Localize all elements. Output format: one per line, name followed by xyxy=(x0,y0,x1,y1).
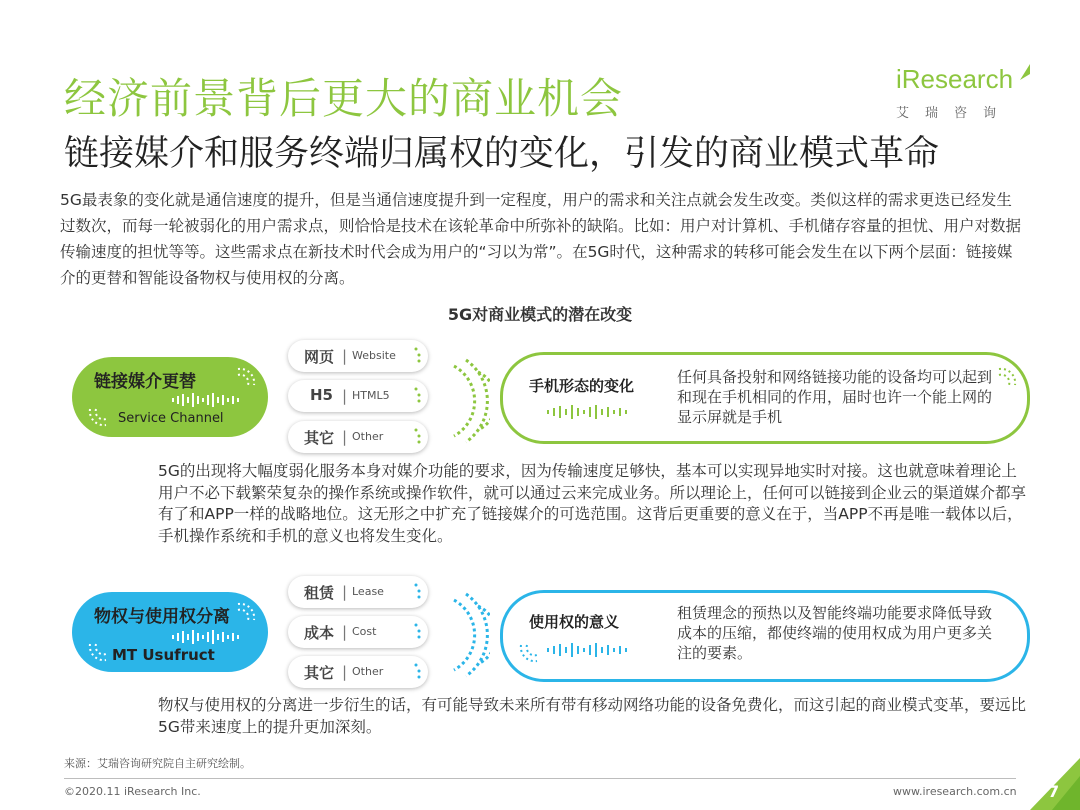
signal-arc-icon xyxy=(993,365,1019,391)
broadcast-arcs-icon xyxy=(446,592,490,678)
signal-arc-icon xyxy=(232,600,258,626)
option-en: Other xyxy=(352,665,384,678)
page-title: 经济前景背后更大的商业机会 xyxy=(64,74,624,123)
footer-divider xyxy=(64,778,1016,779)
option-cost: 成本 | Cost xyxy=(288,616,428,648)
sound-wave-icon xyxy=(172,393,242,407)
option-cn: H5 xyxy=(310,386,333,404)
copyright: ©2020.11 iResearch Inc. xyxy=(64,785,201,798)
option-en: Lease xyxy=(352,585,384,598)
website-link[interactable]: www.iresearch.com.cn xyxy=(893,785,1017,798)
iresearch-logo xyxy=(892,62,1032,121)
option-en: HTML5 xyxy=(352,389,390,402)
section2-paragraph: 物权与使用权的分离进一步衍生的话，有可能导致未来所有带有移动网络功能的设备免费化，而这引起的商业模式变革，要远比5G带来速度上的提升更加深刻。 xyxy=(158,696,1027,736)
source-note: 来源：艾瑞咨询研究院自主研究绘制。 xyxy=(64,757,251,770)
option-cn: 其它 xyxy=(304,429,335,447)
page-number: 7 xyxy=(1048,782,1060,801)
logo-chinese: 艾瑞咨询 xyxy=(896,106,1013,121)
box-text: 租赁理念的预热以及智能终端功能要求降低导致成本的压缩，都使终端的使用权成为用户更多关注的要素。 xyxy=(677,604,993,662)
signal-arc-icon xyxy=(86,638,112,664)
box-text: 任何具备投射和网络链接功能的设备均可以起到和现在手机相同的作用，届时也许一个能上网的显示屏就是手机 xyxy=(677,368,993,426)
option-other: 其它 | Other xyxy=(288,421,428,453)
option-html5: H5 | HTML5 xyxy=(288,380,428,412)
option-en: Cost xyxy=(352,625,377,638)
usufruct-meaning-box xyxy=(500,590,1030,682)
option-website: 网页 | Website xyxy=(288,340,428,372)
page-subtitle: 链接媒介和服务终端归属权的变化，引发的商业模式革命 xyxy=(64,134,940,174)
option-cn: 网页 xyxy=(304,348,335,366)
intro-paragraph: 5G最表象的变化就是通信速度的提升，但是当通信速度提升到一定程度，用户的需求和关注点就会发生改变。类似这样的需求更迭已经发生过数次，而每一轮被弱化的用户需求点，则恰恰是技术在该轮革命中所弥补的缺陷。比如：用户对计算机、手机储存容量的担忧、用户对数据传输速度的担忧等等。这些需求点在新技术时代会成为用户的“习以为常”。在5G时代，这种需求的转移可能会发生在以下两个层面：链接媒介的更替和智能设备物权与使用权的分离。 xyxy=(60,191,1022,287)
dots-icon xyxy=(412,346,424,366)
section1-paragraph: 5G的出现将大幅度弱化服务本身对媒介功能的要求，因为传输速度足够快，基本可以实现异地实时对接。这也就意味着理论上用户不必下载繁荣复杂的操作系统或操作软件，就可以通过云来完成业务。所以理论上，任何可以链接到企业云的渠道媒介都享有了和APP一样的战略地位。这无形之中扩充了链接媒介的可选范围。这背后更重要的意义在于，当APP不再是唯一载体以后，手机操作系统和手机的意义也将发生变化。 xyxy=(158,462,1027,545)
option-cn: 成本 xyxy=(304,624,335,642)
sound-wave-icon xyxy=(172,630,242,644)
signal-arc-icon xyxy=(86,403,112,429)
pill-title: 链接媒介更替 xyxy=(94,372,196,392)
dots-icon xyxy=(412,427,424,447)
dots-icon xyxy=(412,386,424,406)
service-channel-pill xyxy=(72,357,268,437)
dots-icon xyxy=(412,662,424,682)
option-cn: 其它 xyxy=(304,664,335,682)
box-title: 手机形态的变化 xyxy=(529,377,635,395)
logo-swoosh-icon xyxy=(1018,62,1032,82)
diagram-title: 5G对商业模式的潜在改变 xyxy=(447,305,633,324)
option-other: 其它 | Other xyxy=(288,656,428,688)
signal-arc-icon xyxy=(517,639,543,665)
option-cn: 租赁 xyxy=(304,584,335,602)
pill-title: 物权与使用权分离 xyxy=(94,607,230,627)
sound-wave-icon xyxy=(547,643,631,657)
pill-subtitle: MT Usufruct xyxy=(112,646,215,664)
dots-icon xyxy=(412,622,424,642)
broadcast-arcs-icon xyxy=(446,358,490,444)
dots-icon xyxy=(412,582,424,602)
option-en: Other xyxy=(352,430,384,443)
sound-wave-icon xyxy=(547,405,631,419)
box-title: 使用权的意义 xyxy=(529,613,620,631)
phone-form-box xyxy=(500,352,1030,444)
pill-subtitle: Service Channel xyxy=(118,411,224,426)
option-en: Website xyxy=(352,349,396,362)
option-lease: 租赁 | Lease xyxy=(288,576,428,608)
usufruct-pill xyxy=(72,592,268,672)
logo-wordmark: iResearch xyxy=(896,64,1014,94)
signal-arc-icon xyxy=(232,365,258,391)
